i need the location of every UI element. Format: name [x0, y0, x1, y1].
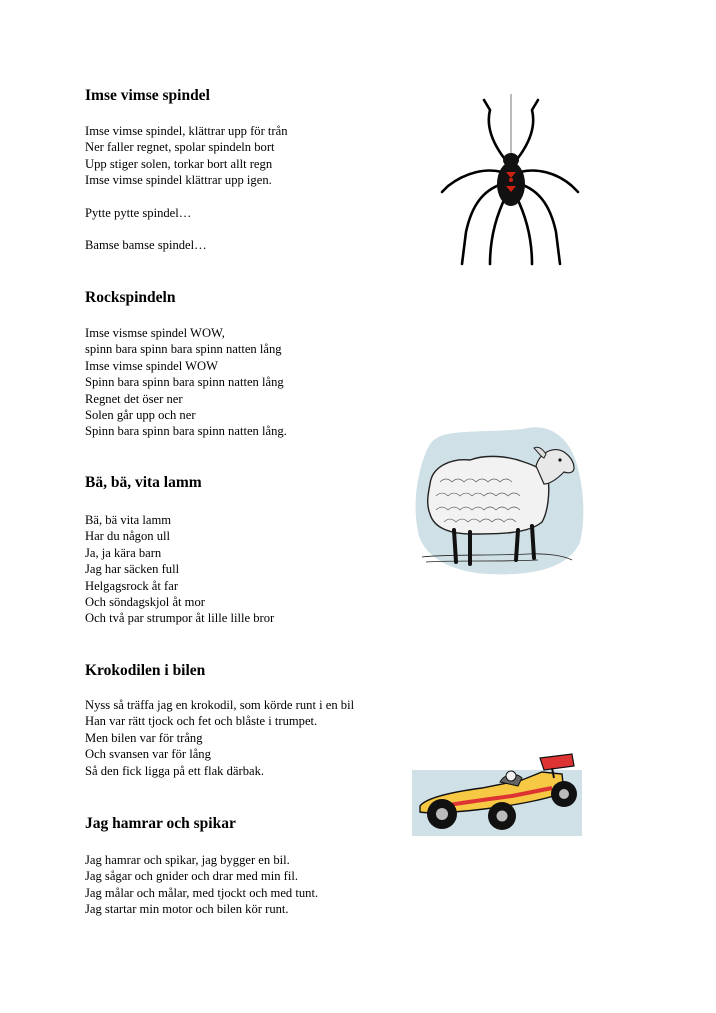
verse-line: Imse vimse spindel, klättrar upp för trån — [85, 124, 288, 138]
verse-line: Och söndagskjol åt mor — [85, 595, 205, 610]
song-verse — [85, 205, 191, 221]
song-title: Jag hamrar och spikar — [85, 815, 236, 832]
verse-line: Jag startar min motor och bilen kör runt. — [85, 902, 289, 917]
verse-line: Jag har säcken full — [85, 562, 180, 577]
verse-line: Upp stiger solen, torkar bort allt regn — [85, 156, 273, 171]
verse-line: Men bilen var för trång — [85, 730, 203, 745]
verse-line: Jag hamrar och spikar, jag bygger en bil. — [85, 853, 290, 867]
verse-line: Nyss så träffa jag en krokodil, som körde runt i en bil — [85, 698, 355, 712]
song-title: Rockspindeln — [85, 289, 176, 306]
song-verse — [85, 123, 288, 189]
song-title: Imse vimse spindel — [85, 87, 210, 104]
song-verse — [85, 697, 354, 779]
verse-line: Imse vimse spindel klättrar upp igen. — [85, 173, 272, 188]
verse-line: Helgagsrock åt far — [85, 578, 179, 593]
sheep-icon — [408, 422, 586, 578]
verse-line: Spinn bara spinn bara spinn natten lång. — [85, 424, 287, 439]
song-verse — [85, 325, 287, 440]
verse-line: Så den fick ligga på ett flak därbak. — [85, 763, 265, 778]
verse-line: Regnet det öser ner — [85, 391, 183, 406]
verse-line: Solen går upp och ner — [85, 408, 196, 423]
song-title: Krokodilen i bilen — [85, 662, 206, 679]
verse-line: Jag sågar och gnider och drar med min fil. — [85, 869, 298, 884]
verse-line: Imse vismse spindel WOW, — [85, 326, 225, 340]
song-verse — [85, 852, 318, 918]
verse-line: Pytte pytte spindel… — [85, 206, 192, 220]
verse-line: Bamse bamse spindel… — [85, 238, 207, 252]
verse-line: Spinn bara spinn bara spinn natten lång — [85, 375, 284, 390]
verse-line: Bä, bä vita lamm — [85, 513, 172, 527]
song-verse — [85, 237, 207, 253]
verse-line: spinn bara spinn bara spinn natten lång — [85, 342, 282, 357]
race-car-icon — [412, 752, 582, 836]
verse-line: Ja, ja kära barn — [85, 545, 162, 560]
verse-line: Ner faller regnet, spolar spindeln bort — [85, 140, 275, 155]
verse-line: Han var rätt tjock och fet och blåste i trumpet. — [85, 714, 318, 729]
verse-line: Imse vimse spindel WOW — [85, 358, 219, 373]
song-verse — [85, 512, 274, 627]
verse-line: Och svansen var för lång — [85, 747, 211, 762]
verse-line: Har du någon ull — [85, 529, 170, 544]
spider-icon — [440, 92, 580, 272]
verse-line: Jag målar och målar, med tjockt och med tunt. — [85, 885, 319, 900]
song-title: Bä, bä, vita lamm — [85, 474, 202, 491]
verse-line: Och två par strumpor åt lille lille bror — [85, 611, 275, 626]
